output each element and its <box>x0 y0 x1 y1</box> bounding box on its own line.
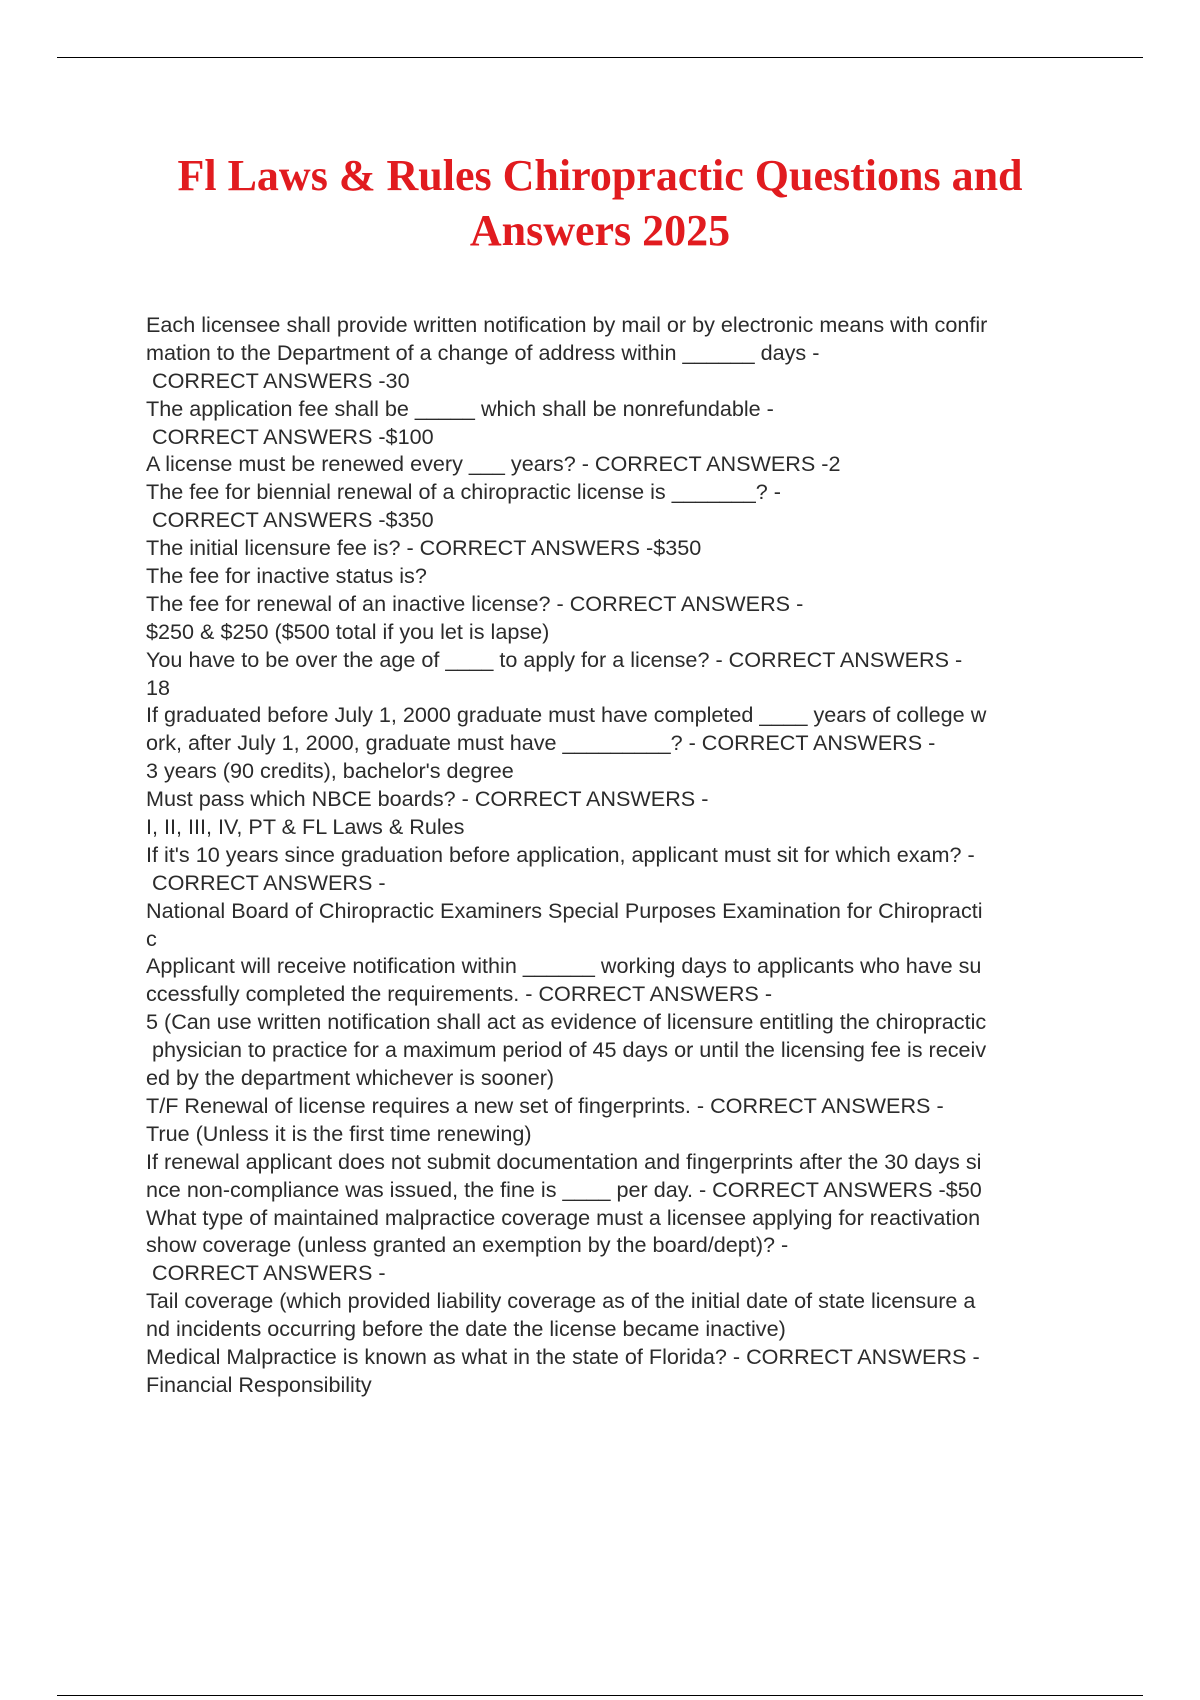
text-line: Applicant will receive notification within ______ working days to applicants who have su <box>146 953 982 979</box>
text-line: Medical Malpractice is known as what in the state of Florida? - CORRECT ANSWERS - <box>146 1343 980 1369</box>
text-line: Tail coverage (which provided liability coverage as of the initial date of state licensure a <box>146 1288 976 1314</box>
text-line: mation to the Department of a change of address within ______ days - <box>146 339 820 365</box>
text-line: nd incidents occurring before the date the license became inactive) <box>146 1316 786 1342</box>
text-line: CORRECT ANSWERS - <box>146 1260 386 1286</box>
text-line: 18 <box>146 674 171 700</box>
text-line: The application fee shall be _____ which shall be nonrefundable - <box>146 395 774 421</box>
text-line: Each licensee shall provide written notification by mail or by electronic means with confir <box>146 312 988 337</box>
text-line: National Board of Chiropractic Examiners Special Purposes Examination for Chiropracti <box>146 897 983 923</box>
text-line: The fee for renewal of an inactive license? - CORRECT ANSWERS - <box>146 590 804 616</box>
text-line: A license must be renewed every ___ years? - CORRECT ANSWERS -2 <box>146 451 841 477</box>
text-line: T/F Renewal of license requires a new set of fingerprints. - CORRECT ANSWERS - <box>146 1092 944 1118</box>
title-line-2: Answers 2025 <box>469 206 731 255</box>
text-line: 5 (Can use written notification shall act as evidence of licensure entitling the chiropractic <box>146 1009 987 1035</box>
text-line: CORRECT ANSWERS -$100 <box>146 423 434 449</box>
text-line: The fee for inactive status is? <box>146 563 427 589</box>
text-line: ed by the department whichever is sooner) <box>146 1065 555 1091</box>
top-rule <box>57 57 1143 58</box>
document-title <box>100 148 1100 258</box>
text-line: The fee for biennial renewal of a chiropractic license is _______? - <box>146 479 781 505</box>
text-line: If renewal applicant does not submit documentation and fingerprints after the 30 days si <box>146 1148 982 1174</box>
text-line: CORRECT ANSWERS - <box>146 869 386 895</box>
text-line: nce non-compliance was issued, the fine is ____ per day. - CORRECT ANSWERS -$50 <box>146 1176 982 1202</box>
text-line: 3 years (90 credits), bachelor's degree <box>146 758 514 784</box>
text-line: ccessfully completed the requirements. - CORRECT ANSWERS - <box>146 981 773 1007</box>
text-line: ork, after July 1, 2000, graduate must have _________? - CORRECT ANSWERS - <box>146 730 936 756</box>
text-line: show coverage (unless granted an exemption by the board/dept)? - <box>146 1232 789 1258</box>
text-line: True (Unless it is the first time renewing) <box>146 1120 532 1146</box>
text-line: The initial licensure fee is? - CORRECT ANSWERS -$350 <box>146 535 702 561</box>
text-line: You have to be over the age of ____ to apply for a license? - CORRECT ANSWERS - <box>146 646 963 672</box>
title-line-1: Fl Laws & Rules Chiropractic Questions and <box>177 151 1023 200</box>
text-line: c <box>146 925 157 951</box>
text-line: What type of maintained malpractice coverage must a licensee applying for reactivation <box>146 1204 981 1230</box>
text-line: I, II, III, IV, PT & FL Laws & Rules <box>146 814 465 840</box>
bottom-rule <box>57 1695 1143 1696</box>
text-line: $250 & $250 ($500 total if you let is lapse) <box>146 618 550 644</box>
text-line: Financial Responsibility <box>146 1371 372 1397</box>
qa-body <box>146 311 1096 1399</box>
text-line: If it's 10 years since graduation before application, applicant must sit for which exam? - <box>146 841 975 867</box>
text-line: physician to practice for a maximum period of 45 days or until the licensing fee is receiv <box>146 1037 987 1063</box>
text-line: CORRECT ANSWERS -30 <box>146 367 410 393</box>
text-line: CORRECT ANSWERS -$350 <box>146 507 434 533</box>
text-line: Must pass which NBCE boards? - CORRECT ANSWERS - <box>146 786 709 812</box>
text-line: If graduated before July 1, 2000 graduate must have completed ____ years of college w <box>146 702 987 728</box>
